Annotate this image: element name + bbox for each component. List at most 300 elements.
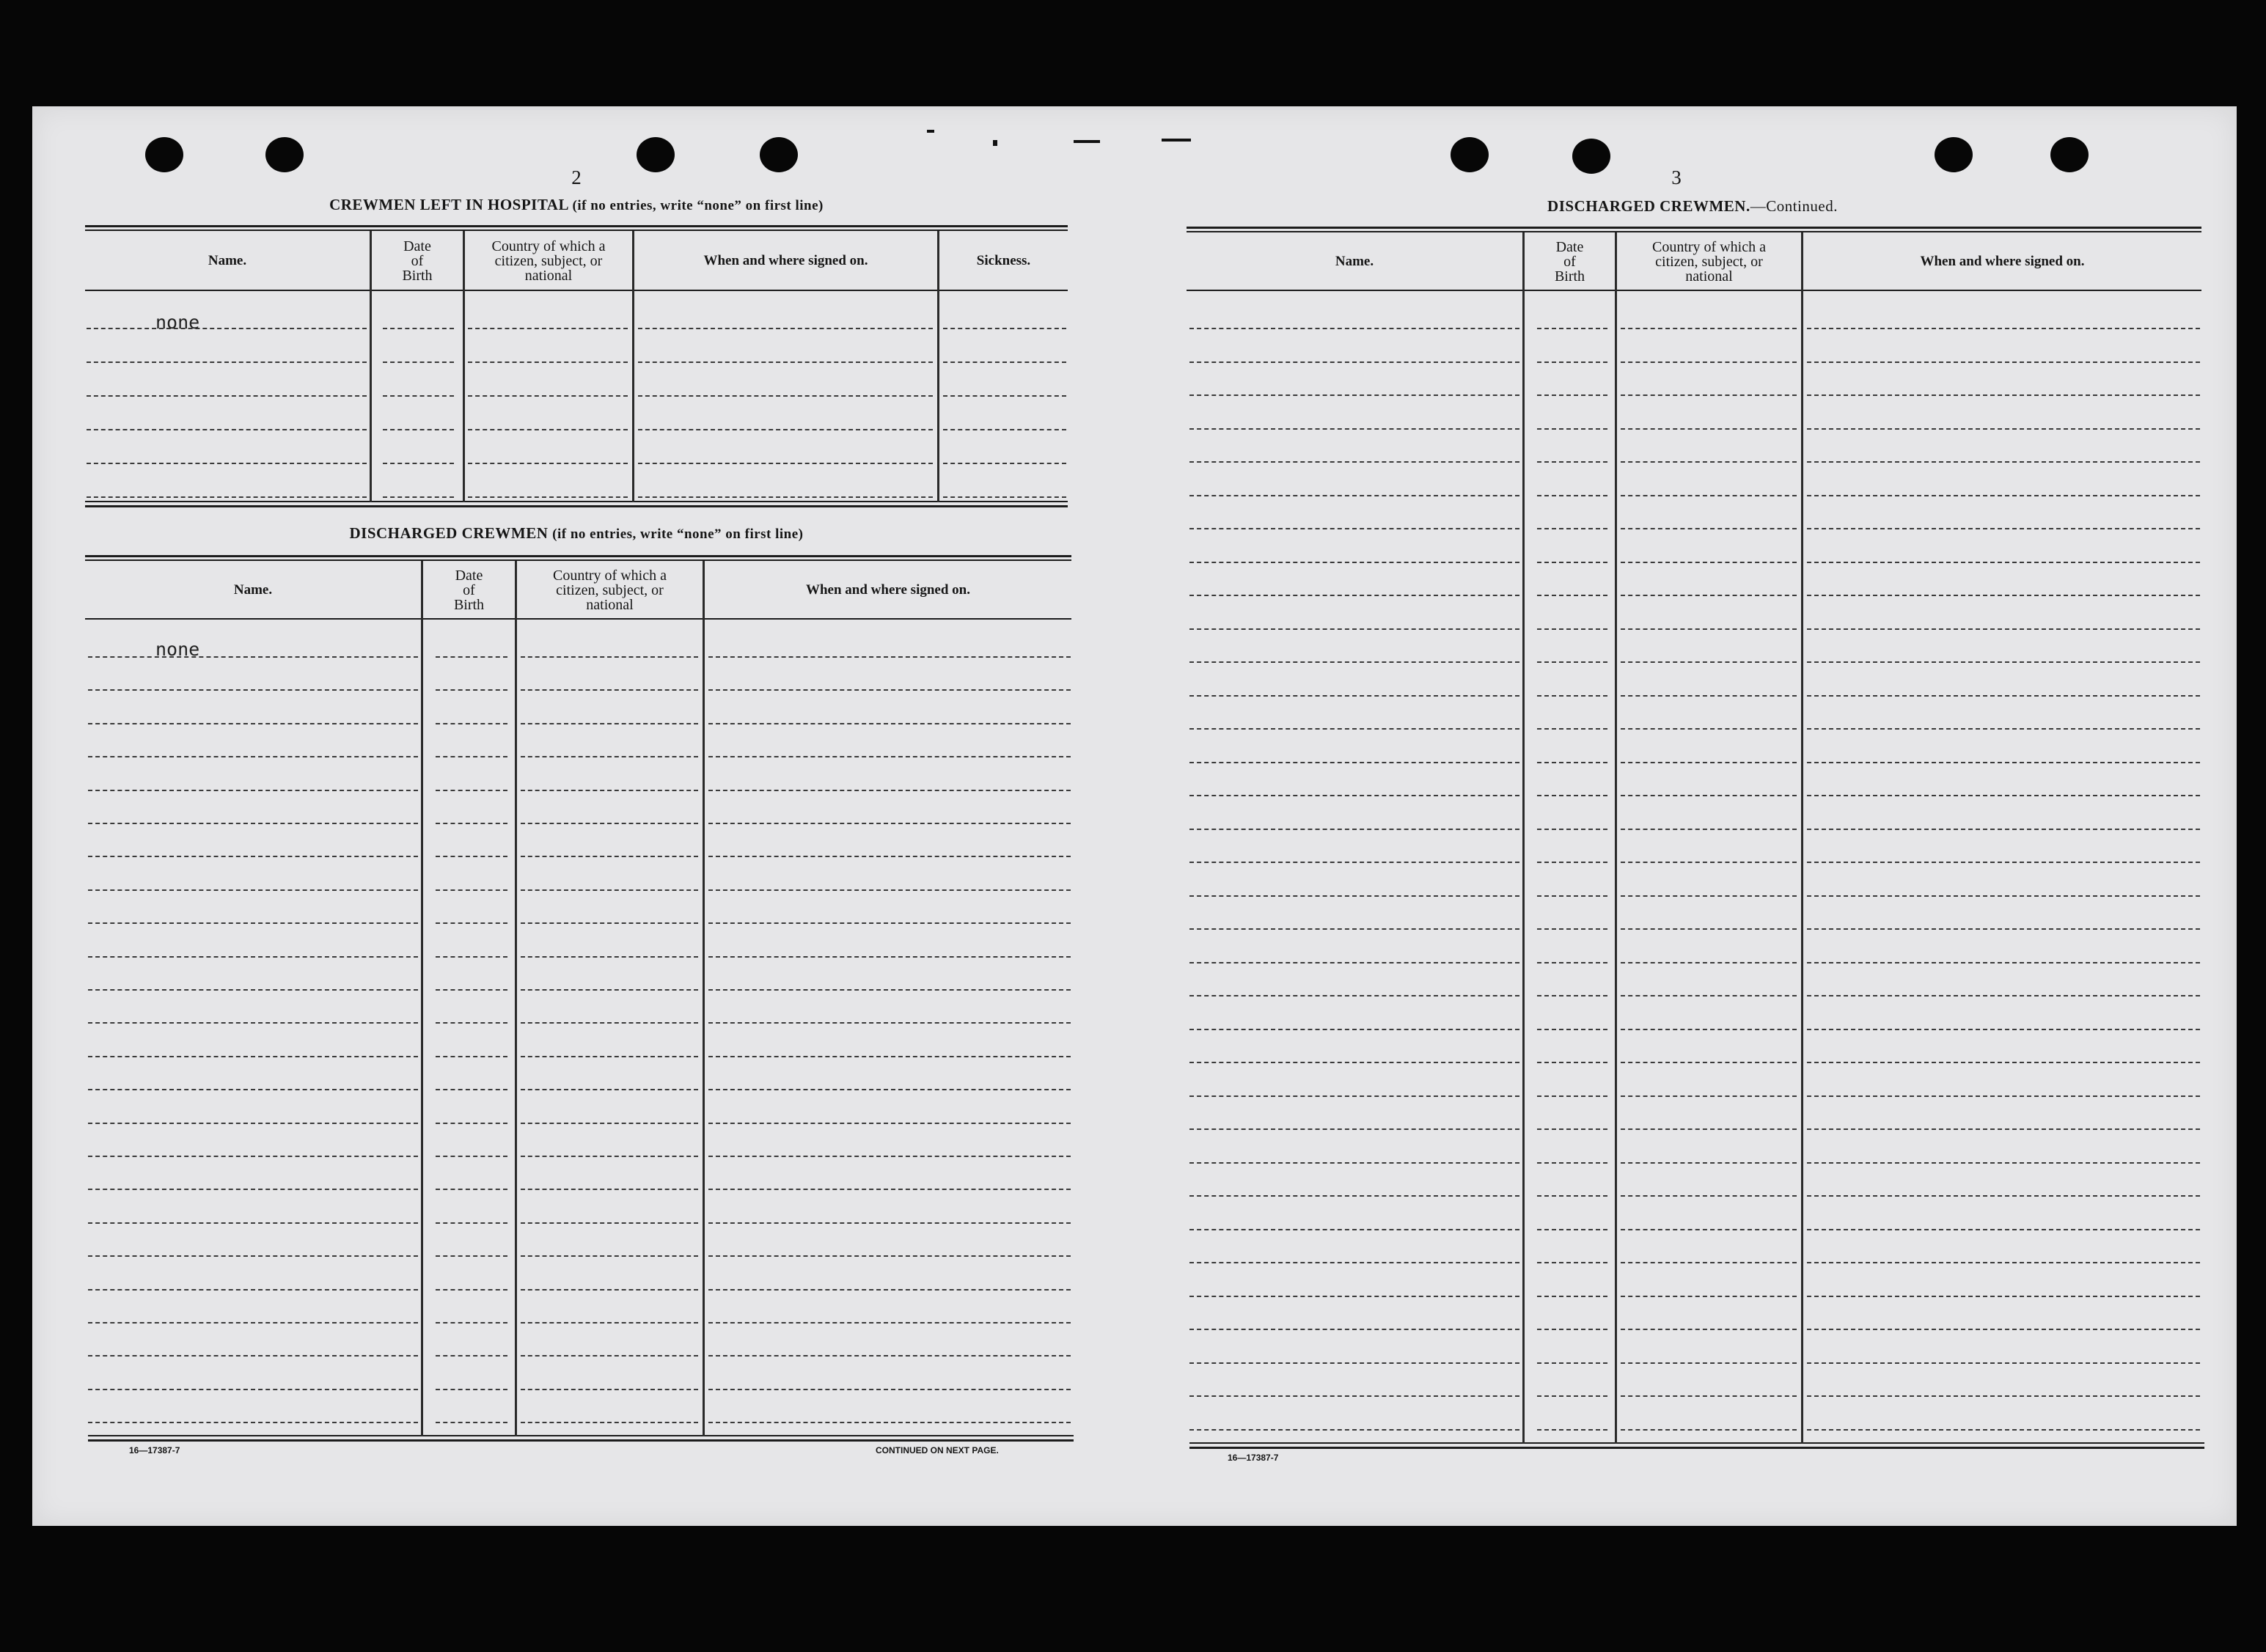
entry-line <box>521 723 698 724</box>
punch-hole <box>760 137 798 172</box>
entry-line <box>1189 495 1519 496</box>
entry-line <box>521 790 698 791</box>
entry-line <box>468 429 628 430</box>
entry-line <box>88 1355 418 1357</box>
entry-line <box>436 823 507 824</box>
entry-line <box>436 656 507 658</box>
entry-line <box>87 328 367 329</box>
entry-line <box>468 328 628 329</box>
table-rule <box>1187 231 2201 232</box>
column-divider <box>1801 232 1803 1444</box>
entry-line <box>1189 928 1519 930</box>
entry-line <box>1621 328 1797 329</box>
continued-note: CONTINUED ON NEXT PAGE. <box>876 1445 999 1455</box>
entry-line <box>1537 661 1607 663</box>
entry-line <box>1621 528 1797 529</box>
entry-line <box>1537 528 1607 529</box>
entry-line <box>88 889 418 891</box>
entry-line <box>1807 361 2200 363</box>
hospital-section-title <box>85 196 1068 214</box>
entry-line <box>1807 862 2200 863</box>
entry-line <box>708 790 1071 791</box>
entry-line <box>708 756 1071 757</box>
entry-line <box>1807 829 2200 830</box>
entry-line <box>1189 1429 1519 1431</box>
hospital-title-note: (if no entries, write “none” on first line) <box>572 198 824 213</box>
form-number: 16—17387-7 <box>1228 1453 1279 1463</box>
entry-line <box>88 856 418 857</box>
entry-line <box>436 790 507 791</box>
discharged-title-note: (if no entries, write “none” on first line) <box>552 526 804 542</box>
entry-line <box>521 889 698 891</box>
entry-line <box>1537 1329 1607 1330</box>
discharged-title-text: DISCHARGED CREWMEN <box>349 524 549 542</box>
entry-line <box>87 395 367 397</box>
entry-line <box>1621 428 1797 430</box>
entry-line <box>383 429 454 430</box>
entry-line <box>436 1355 507 1357</box>
entry-line <box>1807 1362 2200 1364</box>
punch-hole <box>265 137 304 172</box>
entry-line <box>88 823 418 824</box>
entry-line <box>638 328 933 329</box>
entry-line <box>521 1355 698 1357</box>
entry-line <box>1189 562 1519 563</box>
entry-line <box>1621 1296 1797 1297</box>
entry-line <box>1621 1262 1797 1263</box>
column-divider <box>421 561 423 1436</box>
entry-line <box>1621 928 1797 930</box>
entry-line <box>1189 1362 1519 1364</box>
entry-line <box>1537 1362 1607 1364</box>
entry-line <box>1189 1029 1519 1030</box>
table-rule <box>85 230 1068 231</box>
entry-line <box>1537 628 1607 630</box>
entry-line <box>87 361 367 363</box>
table-rule <box>1187 290 2201 291</box>
entry-line <box>521 922 698 924</box>
entry-line <box>88 1189 418 1190</box>
entry-line <box>1621 661 1797 663</box>
entry-line <box>708 689 1071 691</box>
entry-line <box>468 361 628 363</box>
entry-line <box>1537 1062 1607 1063</box>
entry-line <box>521 1056 698 1057</box>
entry-line <box>436 922 507 924</box>
entry-line <box>708 1123 1071 1124</box>
entry-line <box>1621 562 1797 563</box>
entry-line <box>1807 595 2200 596</box>
entry-line <box>1807 1429 2200 1431</box>
entry-line <box>436 689 507 691</box>
entry-line <box>708 1156 1071 1157</box>
page-number: 3 <box>1671 166 1682 188</box>
entry-line <box>468 496 628 498</box>
table-rule <box>85 618 1071 620</box>
entry-line <box>383 463 454 464</box>
entry-line <box>1189 728 1519 730</box>
table-rule <box>1189 1442 2204 1444</box>
entry-line <box>1621 628 1797 630</box>
entry-line <box>1621 595 1797 596</box>
entry-line <box>87 496 367 498</box>
entry-line <box>88 656 418 658</box>
entry-line <box>1807 461 2200 463</box>
entry-line <box>1189 1195 1519 1197</box>
entry-line <box>1189 1095 1519 1097</box>
entry-line <box>1621 361 1797 363</box>
entry-line <box>436 1022 507 1024</box>
entry-line <box>1807 1128 2200 1130</box>
entry-line <box>943 429 1066 430</box>
entry-line <box>1807 428 2200 430</box>
entry-line <box>383 328 454 329</box>
column-divider <box>515 561 517 1436</box>
entry-line <box>1621 1195 1797 1197</box>
entry-line <box>436 1189 507 1190</box>
entry-line <box>521 989 698 991</box>
entry-line <box>88 1289 418 1291</box>
entry-line <box>436 989 507 991</box>
entry-line <box>1807 762 2200 763</box>
entry-line <box>1537 1029 1607 1030</box>
entry-line <box>1537 1229 1607 1230</box>
entry-line <box>708 1289 1071 1291</box>
entry-line <box>1537 795 1607 796</box>
entry-line <box>88 956 418 958</box>
entry-line <box>1537 895 1607 897</box>
entry-line <box>1189 1262 1519 1263</box>
entry-line <box>88 922 418 924</box>
entry-line <box>87 429 367 430</box>
entry-line <box>1189 862 1519 863</box>
entry-line <box>1189 528 1519 529</box>
punch-hole <box>2050 137 2089 172</box>
entry-line <box>1189 1229 1519 1230</box>
table-rule <box>85 225 1068 227</box>
column-header-date-of-birth: Date of Birth <box>453 568 485 613</box>
entry-line <box>1621 1395 1797 1397</box>
entry-line <box>943 361 1066 363</box>
column-header-signed-on: When and where signed on. <box>805 582 970 598</box>
table-rule <box>85 290 1068 291</box>
entry-line <box>708 723 1071 724</box>
entry-line <box>88 1255 418 1257</box>
entry-line <box>708 823 1071 824</box>
column-divider <box>1615 232 1617 1444</box>
entry-line <box>88 689 418 691</box>
table-rule <box>1187 227 2201 229</box>
entry-line <box>1537 461 1607 463</box>
entry-line <box>638 361 933 363</box>
column-header-date-of-birth: Date of Birth <box>1554 239 1585 284</box>
punch-hole <box>1451 137 1489 172</box>
entry-line <box>436 1322 507 1324</box>
punch-hole <box>1935 137 1973 172</box>
entry-line <box>1537 361 1607 363</box>
entry-line <box>1807 895 2200 897</box>
entry-line <box>638 496 933 498</box>
entry-line <box>708 1222 1071 1224</box>
entry-line <box>1621 1062 1797 1063</box>
right-title-text: DISCHARGED CREWMEN. <box>1547 197 1750 215</box>
entry-line <box>1621 1095 1797 1097</box>
table-rule <box>85 555 1071 557</box>
entry-line <box>1621 1029 1797 1030</box>
entry-line <box>1621 1229 1797 1230</box>
entry-line <box>521 1089 698 1090</box>
entry-line <box>1537 962 1607 963</box>
entry-line <box>1537 562 1607 563</box>
entry-line <box>1189 1162 1519 1164</box>
entry-line <box>1807 1029 2200 1030</box>
entry-line <box>436 889 507 891</box>
entry-line <box>1621 461 1797 463</box>
entry-line <box>88 1089 418 1090</box>
entry-line <box>1189 995 1519 996</box>
entry-line <box>88 989 418 991</box>
entry-line <box>1537 1429 1607 1431</box>
entry-line <box>1621 995 1797 996</box>
entry-line <box>436 1222 507 1224</box>
entry-line <box>1807 1229 2200 1230</box>
table-rule <box>85 559 1071 561</box>
entry-line <box>1807 1296 2200 1297</box>
entry-line <box>1189 361 1519 363</box>
entry-line <box>436 1389 507 1390</box>
entry-line <box>1537 428 1607 430</box>
punch-hole <box>145 137 183 172</box>
entry-line <box>1807 394 2200 396</box>
entry-line <box>88 1222 418 1224</box>
table-rule <box>85 501 1068 502</box>
table-rule <box>1189 1447 2204 1449</box>
entry-line <box>1621 962 1797 963</box>
entry-line <box>436 1255 507 1257</box>
entry-line <box>1189 895 1519 897</box>
entry-line <box>521 956 698 958</box>
entry-line <box>1807 1262 2200 1263</box>
entry-line <box>1189 795 1519 796</box>
entry-line <box>383 395 454 397</box>
entry-line <box>521 1123 698 1124</box>
entry-line <box>708 1322 1071 1324</box>
entry-line <box>1537 495 1607 496</box>
entry-line <box>1807 1195 2200 1197</box>
column-header-signed-on: When and where signed on. <box>1920 254 2085 269</box>
entry-line <box>436 1156 507 1157</box>
entry-line <box>1189 428 1519 430</box>
entry-line <box>943 395 1066 397</box>
entry-line <box>436 856 507 857</box>
form-number: 16—17387-7 <box>129 1445 180 1455</box>
entry-line <box>708 1389 1071 1390</box>
hospital-title-text: CREWMEN LEFT IN HOSPITAL <box>329 196 568 213</box>
entry-line <box>521 1255 698 1257</box>
page-number: 2 <box>571 166 582 188</box>
entry-line <box>1537 328 1607 329</box>
paper-mark <box>1162 139 1191 142</box>
entry-line <box>708 956 1071 958</box>
entry-line <box>1807 528 2200 529</box>
entry-line <box>1189 962 1519 963</box>
entry-line <box>383 361 454 363</box>
entry-line <box>521 1289 698 1291</box>
entry-line <box>521 1022 698 1024</box>
entry-line <box>88 790 418 791</box>
entry-line <box>1189 762 1519 763</box>
entry-line <box>708 1255 1071 1257</box>
entry-line <box>1621 762 1797 763</box>
paper-mark <box>993 140 997 146</box>
entry-line <box>1537 695 1607 697</box>
entry-line <box>1807 328 2200 329</box>
entry-line <box>1807 795 2200 796</box>
column-header-country: Country of which a citizen, subject, or national <box>491 238 606 284</box>
entry-line <box>708 656 1071 658</box>
entry-line <box>436 1089 507 1090</box>
paper-mark <box>927 130 934 133</box>
entry-line <box>1537 862 1607 863</box>
entry-line <box>521 656 698 658</box>
entry-line <box>1807 928 2200 930</box>
entry-line <box>88 1389 418 1390</box>
entry-line <box>88 723 418 724</box>
discharged-section-title <box>85 524 1068 543</box>
entry-line <box>708 1089 1071 1090</box>
entry-line <box>1189 628 1519 630</box>
entry-line <box>436 1289 507 1291</box>
right-title-continued: —Continued. <box>1750 197 1838 215</box>
column-header-signed-on: When and where signed on. <box>703 253 868 268</box>
entry-line <box>1537 928 1607 930</box>
column-header-name: Name. <box>1335 254 1374 269</box>
entry-line <box>1807 728 2200 730</box>
entry-line <box>1537 1262 1607 1263</box>
entry-line <box>1537 1296 1607 1297</box>
entry-line <box>521 1322 698 1324</box>
right-section-title <box>1187 197 2199 216</box>
entry-line <box>1807 495 2200 496</box>
entry-line <box>1621 829 1797 830</box>
entry-line <box>1621 495 1797 496</box>
entry-line <box>1621 695 1797 697</box>
entry-line <box>1189 595 1519 596</box>
entry-line <box>1537 762 1607 763</box>
entry-line <box>708 922 1071 924</box>
column-header-sickness: Sickness. <box>976 253 1031 268</box>
entry-line <box>1621 1362 1797 1364</box>
entry-line <box>1189 328 1519 329</box>
column-header-name: Name. <box>208 253 247 268</box>
hospital-entry-name: none <box>155 312 200 333</box>
entry-line <box>943 463 1066 464</box>
entry-line <box>708 856 1071 857</box>
entry-line <box>88 756 418 757</box>
entry-line <box>1189 1395 1519 1397</box>
entry-line <box>1621 1329 1797 1330</box>
entry-line <box>943 328 1066 329</box>
table-rule <box>88 1435 1074 1436</box>
paper-mark <box>1074 140 1100 143</box>
entry-line <box>1537 728 1607 730</box>
entry-line <box>521 1156 698 1157</box>
entry-line <box>1537 394 1607 396</box>
entry-line <box>1621 1429 1797 1431</box>
entry-line <box>1537 1195 1607 1197</box>
entry-line <box>708 1189 1071 1190</box>
entry-line <box>638 429 933 430</box>
entry-line <box>436 1422 507 1423</box>
entry-line <box>1807 695 2200 697</box>
column-header-name: Name. <box>233 582 273 598</box>
column-divider <box>703 561 705 1436</box>
entry-line <box>436 1056 507 1057</box>
entry-line <box>1621 1162 1797 1164</box>
entry-line <box>1807 1062 2200 1063</box>
entry-line <box>1537 829 1607 830</box>
entry-line <box>521 1389 698 1390</box>
entry-line <box>521 856 698 857</box>
column-header-country: Country of which a citizen, subject, or national <box>553 568 667 613</box>
entry-line <box>708 889 1071 891</box>
entry-line <box>436 723 507 724</box>
entry-line <box>1807 1395 2200 1397</box>
entry-line <box>521 1222 698 1224</box>
entry-line <box>1189 1062 1519 1063</box>
entry-line <box>521 1189 698 1190</box>
entry-line <box>1807 1329 2200 1330</box>
entry-line <box>1189 1329 1519 1330</box>
entry-line <box>1537 1128 1607 1130</box>
entry-line <box>1189 1128 1519 1130</box>
entry-line <box>1807 995 2200 996</box>
entry-line <box>1189 695 1519 697</box>
entry-line <box>521 823 698 824</box>
entry-line <box>708 1022 1071 1024</box>
discharged-entry-name: none <box>155 639 200 660</box>
entry-line <box>88 1056 418 1057</box>
entry-line <box>943 496 1066 498</box>
entry-line <box>1621 728 1797 730</box>
column-divider <box>1522 232 1525 1444</box>
entry-line <box>638 395 933 397</box>
entry-line <box>638 463 933 464</box>
entry-line <box>1807 1162 2200 1164</box>
entry-line <box>1189 661 1519 663</box>
entry-line <box>1621 1128 1797 1130</box>
entry-line <box>1189 461 1519 463</box>
entry-line <box>708 989 1071 991</box>
entry-line <box>1807 1095 2200 1097</box>
entry-line <box>88 1123 418 1124</box>
entry-line <box>1537 1095 1607 1097</box>
entry-line <box>1621 795 1797 796</box>
column-header-date-of-birth: Date of Birth <box>402 238 433 284</box>
entry-line <box>87 463 367 464</box>
entry-line <box>88 1022 418 1024</box>
entry-line <box>1537 1395 1607 1397</box>
table-rule <box>88 1439 1074 1442</box>
entry-line <box>1807 628 2200 630</box>
entry-line <box>1537 995 1607 996</box>
entry-line <box>708 1355 1071 1357</box>
entry-line <box>1189 829 1519 830</box>
entry-line <box>436 1123 507 1124</box>
entry-line <box>521 1422 698 1423</box>
entry-line <box>436 956 507 958</box>
entry-line <box>383 496 454 498</box>
